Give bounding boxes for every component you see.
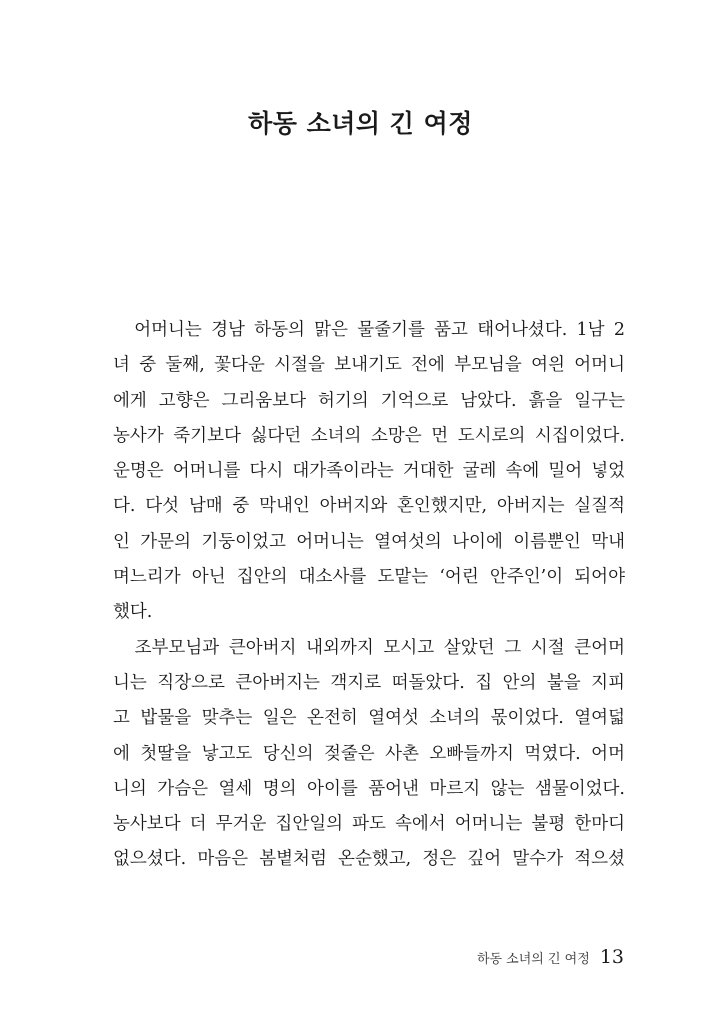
text-line: 없으셨다. 마음은 봄볕처럼 온순했고, 정은 깊어 말수가 적으셨 [113,849,625,870]
text-line: 녀 중 둘째, 꽃다운 시절을 보내기도 전에 부모님을 여읜 어머니 [113,355,625,376]
text-line: 에게 고향은 그리움보다 허기의 기억으로 남았다. 흙을 일구는 [113,390,625,411]
text-line: 농사가 죽기보다 싫다던 소녀의 소망은 먼 도시로의 시집이었다. [113,425,625,446]
text-line: 했다. [113,602,153,623]
text-line: 다. 다섯 남매 중 막내인 아버지와 혼인했지만, 아버지는 실질적 [113,496,625,517]
text-line: 인 가문의 기둥이었고 어머니는 열여섯의 나이에 이름뿐인 막내 [113,531,625,552]
text-line: 농사보다 더 무거운 집안일의 파도 속에서 어머니는 불평 한마디 [113,814,625,835]
text-line: 운명은 어머니를 다시 대가족이라는 거대한 굴레 속에 밀어 넣었 [113,461,625,482]
text-line: 고 밥물을 맞추는 일은 온전히 열여섯 소녀의 몫이었다. 열여덟 [113,708,625,729]
running-title: 하동 소녀의 긴 여정 [476,952,590,967]
text-line: 에 첫딸을 낳고도 당신의 젖줄은 사촌 오빠들까지 먹였다. 어머 [113,743,625,764]
page-footer [477,946,624,972]
text-line: 어머니는 경남 하동의 맑은 물줄기를 품고 태어나셨다. 1남 2 [113,320,625,340]
page-number: 13 [599,946,624,968]
text-line: 조부모님과 큰아버지 내외까지 모시고 살았던 그 시절 큰어머 [113,637,625,658]
text-line: 니는 직장으로 큰아버지는 객지로 떠돌았다. 집 안의 불을 지피 [113,672,625,693]
body-text [113,313,625,878]
chapter-title: 하동 소녀의 긴 여정 [248,109,473,138]
text-line: 며느리가 아닌 집안의 대소사를 도맡는 ‘어린 안주인’이 되어야 [113,567,625,588]
text-line: 니의 가슴은 열세 명의 아이를 품어낸 마르지 않는 샘물이었다. [113,778,625,799]
